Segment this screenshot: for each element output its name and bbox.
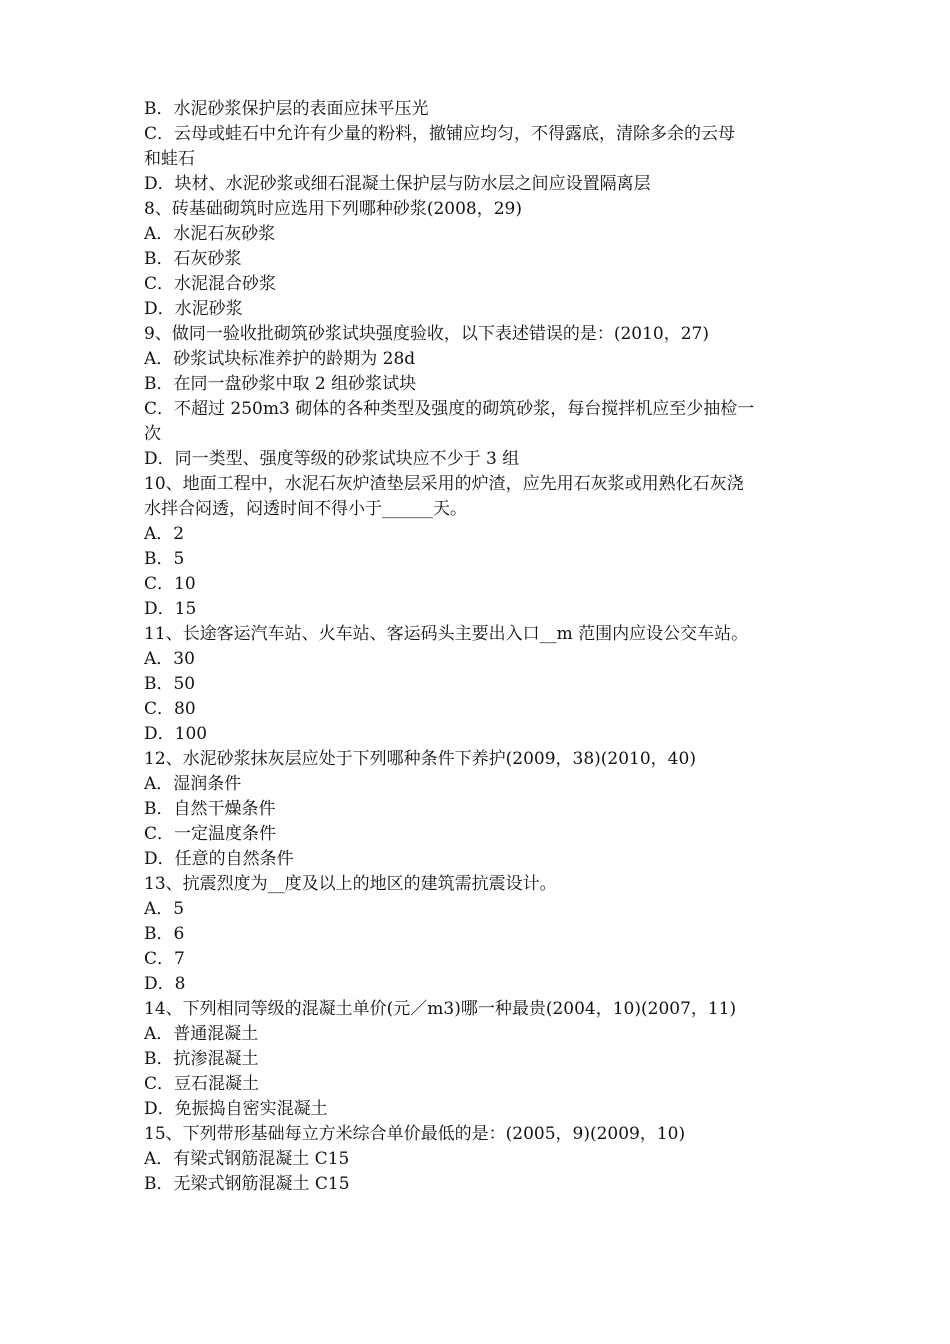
option-text: C．一定温度条件 [144, 824, 277, 844]
option-text: B．在同一盘砂浆中取 2 组砂浆试块 [144, 374, 417, 394]
option-text: B．石灰砂浆 [144, 249, 242, 269]
question-text: 9、做同一验收批砌筑砂浆试块强度验收，以下表述错误的是：(2010，27) [144, 324, 709, 344]
question-text: 13、抗震烈度为__度及以上的地区的建筑需抗震设计。 [144, 874, 557, 894]
option-text: A．水泥石灰砂浆 [144, 224, 276, 244]
option-text: B．5 [144, 549, 185, 569]
question-text: 8、砖基础砌筑时应选用下列哪种砂浆(2008，29) [144, 199, 522, 219]
option-text: A．2 [144, 524, 185, 544]
option-text: A．5 [144, 899, 185, 919]
option-text: A．30 [144, 649, 195, 669]
option-text: C．7 [144, 949, 185, 969]
question-text: 11、长途客运汽车站、火车站、客运码头主要出入口__m 范围内应设公交车站。 [144, 624, 749, 644]
document-page [144, 97, 814, 1197]
option-text: D．水泥砂浆 [144, 299, 243, 319]
option-text: D．免振捣自密实混凝土 [144, 1099, 328, 1119]
text-line: D．块材、水泥砂浆或细石混凝土保护层与防水层之间应设置隔离层 [144, 174, 651, 194]
option-text: C．豆石混凝土 [144, 1074, 260, 1094]
option-text: A．普通混凝土 [144, 1024, 259, 1044]
option-text: C．80 [144, 699, 196, 719]
option-text: B．自然干燥条件 [144, 799, 276, 819]
option-text: D．100 [144, 724, 208, 744]
option-text: 次 [144, 424, 161, 444]
option-text: C．10 [144, 574, 196, 594]
text-line: 和蛙石 [144, 149, 195, 169]
option-text: D．任意的自然条件 [144, 849, 294, 869]
option-text: A．湿润条件 [144, 774, 242, 794]
option-text: B．无梁式钢筋混凝土 C15 [144, 1174, 350, 1194]
option-text: C．不超过 250m3 砌体的各种类型及强度的砌筑砂浆，每台搅拌机应至少抽检一 [144, 399, 755, 419]
question-text: 15、下列带形基础每立方米综合单价最低的是：(2005，9)(2009，10) [144, 1124, 686, 1144]
question-text: 12、水泥砂浆抹灰层应处于下列哪种条件下养护(2009，38)(2010，40) [144, 749, 696, 769]
question-text: 水拌合闷透，闷透时间不得小于______天。 [144, 499, 467, 519]
option-text: B．6 [144, 924, 185, 944]
option-text: D．15 [144, 599, 197, 619]
option-text: A．砂浆试块标准养护的龄期为 28d [144, 349, 416, 369]
question-text: 10、地面工程中，水泥石灰炉渣垫层采用的炉渣，应先用石灰浆或用熟化石灰浇 [144, 474, 744, 494]
text-line: C．云母或蛙石中允许有少量的粉料，撤铺应均匀，不得露底，清除多余的云母 [144, 124, 736, 144]
option-text: B．抗渗混凝土 [144, 1049, 259, 1069]
question-text: 14、下列相同等级的混凝土单价(元／m3)哪一种最贵(2004，10)(2007，11) [144, 999, 737, 1019]
option-text: D．8 [144, 974, 186, 994]
option-text: A．有梁式钢筋混凝土 C15 [144, 1149, 350, 1169]
option-text: D．同一类型、强度等级的砂浆试块应不少于 3 组 [144, 449, 520, 469]
option-text: B．50 [144, 674, 196, 694]
text-line: B．水泥砂浆保护层的表面应抹平压光 [144, 99, 429, 119]
option-text: C．水泥混合砂浆 [144, 274, 277, 294]
